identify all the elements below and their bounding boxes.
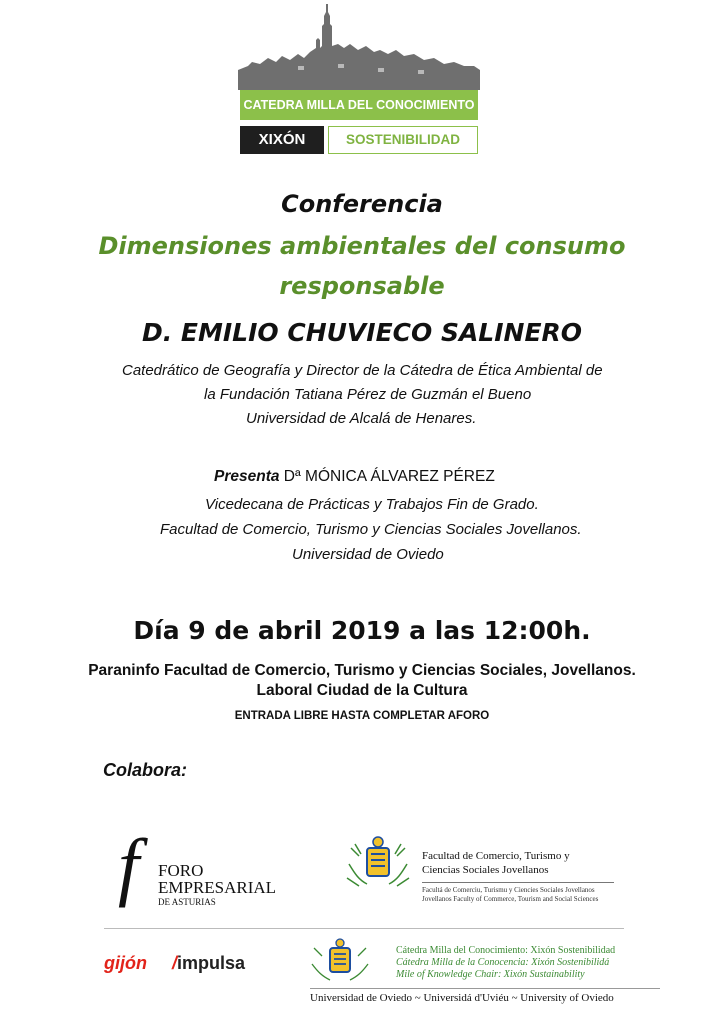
university-crest-icon — [345, 834, 411, 896]
facultad-divider — [422, 882, 614, 883]
presenter-line — [214, 468, 495, 486]
speaker-name: D. EMILIO CHUVIECO SALINERO — [141, 318, 583, 347]
impulsa-slash-icon: / — [172, 953, 178, 973]
foro-line1: FORO — [158, 861, 204, 880]
catedra-line1: Cátedra Milla del Conocimiento: Xixón Sostenibilidad — [396, 945, 616, 956]
speaker-bio-line1: Catedrático de Geografía y Director de la Cátedra de Ética Ambiental de — [122, 362, 603, 379]
section-divider — [104, 928, 624, 929]
foro-line3: DE ASTURIAS — [158, 897, 216, 907]
university-divider — [310, 988, 660, 989]
presenter-bio-line3: Universidad de Oviedo — [292, 546, 444, 563]
event-title-line1: Dimensiones ambientales del consumo — [98, 232, 626, 260]
facultad-sub1: Facultá de Comerciu, Turismu y Ciencies Sociales Jovellanos — [422, 886, 595, 894]
event-type: Conferencia — [281, 190, 443, 218]
event-title-line2: responsable — [279, 272, 445, 300]
university-crest-small-icon — [310, 938, 370, 984]
presenter-prefix: Presenta — [214, 468, 280, 485]
city-skyline-logo — [238, 4, 480, 90]
facultad-sub2: Jovellanos Faculty of Commerce, Tourism and Social Sciences — [422, 895, 599, 903]
presenter-bio-line1: Vicedecana de Prácticas y Trabajos Fin de Grado. — [205, 496, 539, 513]
presenter-bio-line2: Facultad de Comercio, Turismo y Ciencias Sociales Jovellanos. — [160, 521, 582, 538]
event-place-line1: Paraninfo Facultad de Comercio, Turismo y Ciencias Sociales, Jovellanos. — [88, 662, 636, 679]
foro-empresarial-logo — [116, 826, 304, 912]
facultad-line1: Facultad de Comercio, Turismo y — [422, 850, 570, 862]
speaker-bio-line3: Universidad de Alcalá de Henares. — [246, 410, 477, 427]
speaker-bio-line2: la Fundación Tatiana Pérez de Guzmán el Bueno — [204, 386, 532, 403]
presenter-name: Dª MÓNICA ÁLVAREZ PÉREZ — [283, 468, 495, 485]
gijon-logo: gijón — [104, 953, 147, 973]
catedra-line3: Mile of Knowledge Chair: Xixón Sustainability — [396, 969, 585, 980]
collaborators-label: Colabora: — [103, 760, 188, 780]
foro-f-icon: f — [118, 824, 140, 908]
impulsa-text: impulsa — [177, 953, 246, 973]
facultad-line2: Ciencias Sociales Jovellanos — [422, 864, 549, 876]
event-date: Día 9 de abril 2019 a las 12:00h. — [133, 616, 591, 645]
banner-sostenibilidad: SOSTENIBILIDAD — [328, 126, 478, 154]
event-place-line2: Laboral Ciudad de la Cultura — [256, 682, 468, 699]
impulsa-logo — [172, 953, 245, 974]
banner-xixon: XIXÓN — [240, 126, 324, 154]
university-footer: Universidad de Oviedo ~ Universidá d'Uviéu ~ University of Oviedo — [310, 992, 614, 1004]
catedra-line2: Cátedra Milla de la Conocencia: Xixón Sostenibilidá — [396, 957, 610, 968]
foro-line2: EMPRESARIAL — [158, 878, 277, 897]
banner-catedra: CATEDRA MILLA DEL CONOCIMIENTO — [240, 90, 478, 120]
entry-note: ENTRADA LIBRE HASTA COMPLETAR AFORO — [234, 710, 490, 722]
